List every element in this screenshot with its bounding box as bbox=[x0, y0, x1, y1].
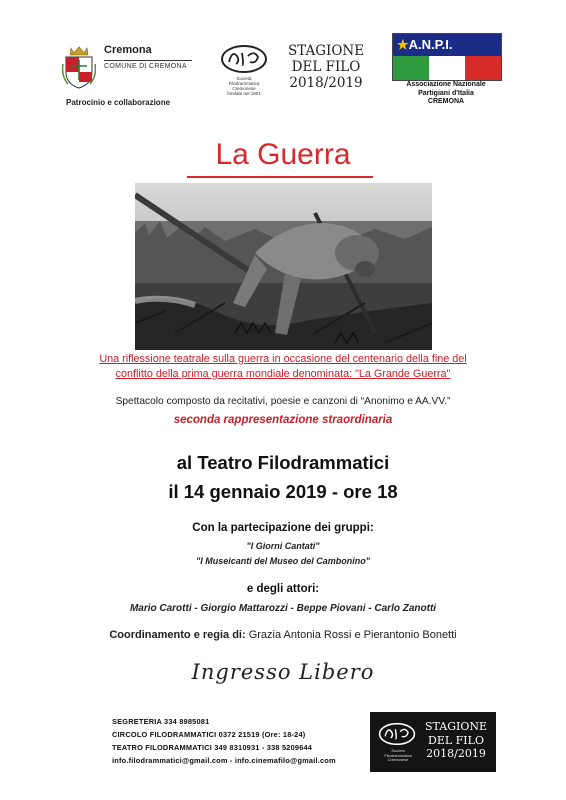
season-line: DEL FILO bbox=[428, 733, 484, 747]
show-description: Spettacolo composto da recitativi, poesie e canzoni di “Anonimo e AA.VV.” bbox=[115, 396, 451, 407]
season-footer-logo bbox=[370, 712, 496, 772]
anpi-caption-line: CREMONA bbox=[427, 98, 465, 105]
contact-line: info.filodrammatici@gmail.com - info.cinemafilo@gmail.com bbox=[112, 756, 336, 765]
filo-sub-line: Cremonese bbox=[387, 757, 409, 762]
anpi-caption bbox=[384, 81, 508, 107]
city-name: Cremona bbox=[104, 44, 152, 56]
filo-sub-line: fondata nel 1801 bbox=[227, 91, 261, 96]
anpi-caption-line: Associazione Nazionale bbox=[406, 81, 486, 88]
subtitle-line-2 bbox=[60, 367, 506, 382]
season-line: 2018/2019 bbox=[426, 747, 486, 760]
filo-sub-line: Filodrammatica bbox=[228, 81, 260, 86]
filo-sub-line: Società bbox=[236, 76, 252, 81]
subtitle-text: conflitto della prima guerra mondiale denominata: bbox=[115, 368, 356, 380]
subtitle bbox=[60, 352, 506, 382]
star-icon: ★ bbox=[397, 37, 409, 52]
patronage-label: Patrocinio e collaborazione bbox=[66, 98, 171, 107]
anpi-banner bbox=[393, 34, 501, 56]
contact-line: SEGRETERIA 334 8985081 bbox=[112, 717, 210, 726]
season-line: DEL FILO bbox=[291, 59, 361, 75]
subtitle-line-1 bbox=[60, 352, 506, 367]
direction-credits bbox=[0, 629, 566, 641]
filodrammatica-logo-icon bbox=[378, 721, 416, 747]
grande-guerra-label: "La Grande Guerra" bbox=[355, 368, 451, 380]
filodrammatica-caption bbox=[220, 76, 268, 96]
groups-heading: Con la partecipazione dei gruppi: bbox=[192, 522, 374, 534]
date-heading: il 14 gennaio 2019 - ore 18 bbox=[168, 481, 398, 502]
anpi-logo bbox=[392, 33, 502, 81]
direction-names: Grazia Antonia Rossi e Pierantonio Bonetti bbox=[245, 629, 457, 641]
season-line: 2018/2019 bbox=[289, 75, 363, 91]
filo-sub-line: Società bbox=[391, 748, 405, 753]
direction-label: Coordinamento e regia di: bbox=[109, 629, 246, 641]
season-heading bbox=[418, 720, 494, 761]
contact-info bbox=[112, 715, 336, 767]
title-underline bbox=[187, 176, 373, 178]
group-name: "I Giorni Cantati" bbox=[246, 541, 320, 551]
season-line: STAGIONE bbox=[424, 720, 488, 733]
contact-line: TEATRO FILODRAMMATICI 349 8310931 - 338 5209644 bbox=[112, 743, 313, 752]
flag-green bbox=[393, 56, 429, 80]
free-entry-label: Ingresso Libero bbox=[191, 660, 375, 684]
subtitle-text: Una riflessione teatrale sulla guerra in occasione del centenario della fine del bbox=[99, 353, 467, 365]
filodrammatica-logo-icon bbox=[220, 44, 268, 74]
extra-performance-note: seconda rappresentazione straordinaria bbox=[173, 414, 393, 426]
group-name: "I Museicanti del Museo del Cambonino" bbox=[195, 556, 371, 566]
filodrammatica-caption bbox=[376, 749, 420, 763]
filo-sub-line: Cremonese bbox=[232, 86, 256, 91]
anpi-caption-line: Partigiani d'Italia bbox=[418, 89, 474, 97]
page-title: La Guerra bbox=[215, 138, 351, 171]
flag-red bbox=[465, 56, 501, 80]
contact-line: CIRCOLO FILODRAMMATICI 0372 21519 (Ore: 18-24) bbox=[112, 730, 306, 739]
venue-heading: al Teatro Filodrammatici bbox=[176, 452, 390, 473]
flag-white bbox=[429, 56, 465, 80]
cremona-coat-of-arms-icon bbox=[62, 44, 96, 90]
season-line: STAGIONE bbox=[287, 43, 365, 59]
italian-flag-icon bbox=[393, 56, 501, 80]
filo-sub-line: Filodrammatica bbox=[384, 752, 412, 758]
war-photograph bbox=[135, 183, 432, 350]
season-heading bbox=[281, 43, 371, 91]
actors-list: Mario Carotti - Giorgio Mattarozzi - Beppe Piovani - Carlo Zanotti bbox=[129, 603, 437, 614]
actors-heading: e degli attori: bbox=[246, 583, 320, 595]
comune-label: COMUNE DI CREMONA bbox=[104, 60, 192, 70]
anpi-name: A.N.P.I. bbox=[408, 37, 453, 52]
